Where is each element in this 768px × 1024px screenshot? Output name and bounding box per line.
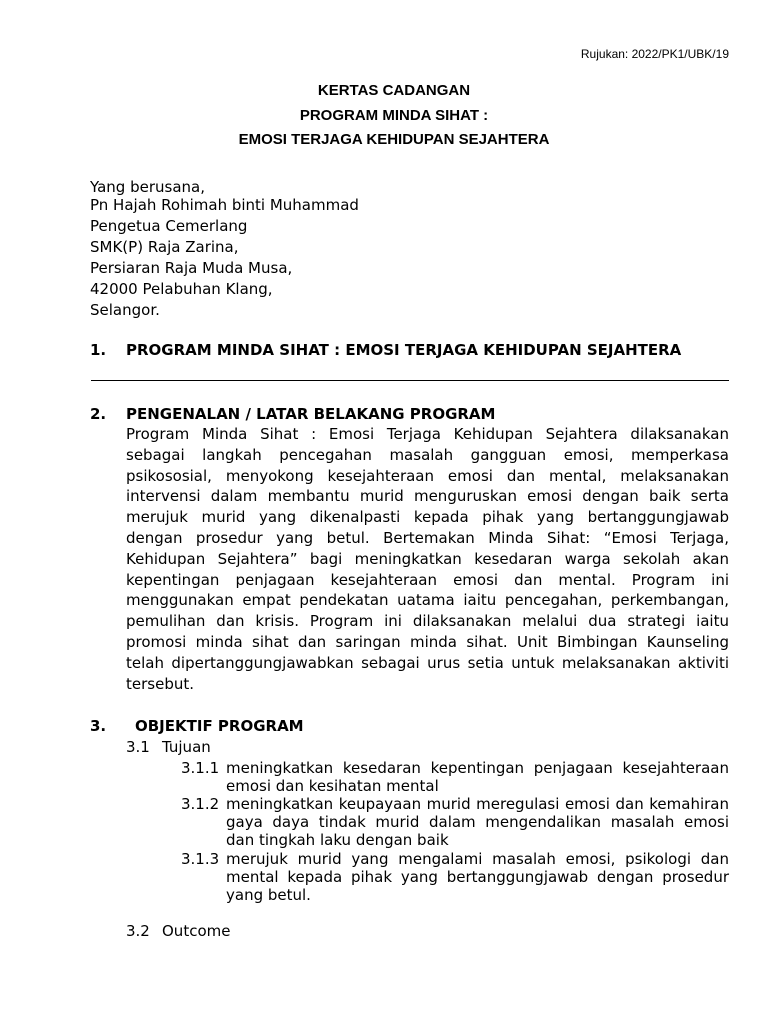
paragraph-line: dengan prosedur yang betul. Bertemakan Minda Sihat: “Emosi Terjaga, bbox=[126, 528, 729, 547]
item-line: meningkatkan kesedaran kepentingan penjagaan kesejahteraan bbox=[226, 759, 729, 777]
paragraph-line: Kehidupan Sejahtera” bagi meningkatkan kesedaran warga sekolah akan bbox=[126, 549, 729, 568]
paragraph-line: Program Minda Sihat : Emosi Terjaga Kehidupan Sejahtera dilaksanakan bbox=[126, 425, 729, 443]
address-line: 42000 Pelabuhan Klang, bbox=[90, 280, 273, 298]
paragraph-line: psikososial, menyokong kesejahteraan emosi dan mental, melaksanakan bbox=[126, 466, 729, 485]
paragraph-line: promosi minda sihat dan saringan minda sihat. Unit Bimbingan Kaunseling bbox=[126, 632, 729, 651]
salutation: Yang berusana, bbox=[90, 178, 205, 196]
section-1-heading: PROGRAM MINDA SIHAT : EMOSI TERJAGA KEHIDUPAN SEJAHTERA bbox=[126, 341, 682, 359]
item-3-1-1-number: 3.1.1 bbox=[181, 759, 220, 777]
section-2-paragraph bbox=[126, 424, 729, 694]
paragraph-line: intervensi dalam membantu murid menguruskan emosi dengan baik serta bbox=[126, 487, 729, 506]
document-title: KERTAS CADANGAN bbox=[317, 82, 471, 99]
paragraph-line: menggunakan empat pendekatan uatama iaitu pencegahan, perkembangan, bbox=[126, 591, 729, 610]
subsection-3-2-number: 3.2 bbox=[126, 922, 150, 940]
item-3-1-2-number: 3.1.2 bbox=[181, 795, 220, 813]
subsection-3-2-label: Outcome bbox=[162, 922, 231, 940]
item-3-1-3-text bbox=[226, 850, 729, 904]
item-3-1-3-number: 3.1.3 bbox=[181, 850, 220, 868]
horizontal-rule bbox=[91, 380, 729, 381]
reference-number: Rujukan: 2022/PK1/UBK/19 bbox=[580, 47, 729, 61]
item-line: dan tingkah laku dengan baik bbox=[226, 831, 449, 849]
program-title: PROGRAM MINDA SIHAT : bbox=[299, 107, 489, 124]
subsection-3-1-label: Tujuan bbox=[162, 738, 211, 756]
paragraph-line: merujuk murid yang dikenalpasti kepada pihak yang bertanggungjawab bbox=[126, 508, 729, 527]
item-3-1-2-text bbox=[226, 795, 729, 849]
item-line: yang betul. bbox=[226, 886, 311, 904]
section-3-number: 3. bbox=[90, 717, 107, 735]
paragraph-line: telah dipertanggungjawabkan sebagai urus setia untuk melaksanakan aktiviti bbox=[126, 653, 729, 672]
paragraph-line: sebagai langkah pencegahan masalah gangguan emosi, memperkasa bbox=[126, 445, 729, 464]
section-2-number: 2. bbox=[90, 405, 107, 423]
address-line: Pn Hajah Rohimah binti Muhammad bbox=[90, 196, 359, 214]
item-line: emosi dan kesihatan mental bbox=[226, 777, 439, 795]
section-2-heading: PENGENALAN / LATAR BELAKANG PROGRAM bbox=[126, 405, 496, 423]
section-1-number: 1. bbox=[90, 341, 107, 359]
section-3-heading: OBJEKTIF PROGRAM bbox=[135, 717, 304, 735]
program-subtitle: EMOSI TERJAGA KEHIDUPAN SEJAHTERA bbox=[238, 131, 550, 148]
address-line: SMK(P) Raja Zarina, bbox=[90, 238, 239, 256]
address-line: Persiaran Raja Muda Musa, bbox=[90, 259, 293, 277]
item-3-1-1-text bbox=[226, 759, 729, 795]
item-line: gaya daya tindak murid dalam mengendalikan masalah emosi bbox=[226, 813, 729, 831]
paragraph-line: tersebut. bbox=[126, 674, 194, 693]
address-line: Selangor. bbox=[90, 301, 160, 319]
paragraph-line: pemulihan dan krisis. Program ini dilaksanakan melalui dua strategi iaitu bbox=[126, 612, 729, 631]
item-line: merujuk murid yang mengalami masalah emosi, psikologi dan bbox=[226, 850, 729, 868]
subsection-3-1-number: 3.1 bbox=[126, 738, 150, 756]
paragraph-line: kepentingan penjagaan kesejahteraan emosi dan mental. Program ini bbox=[126, 570, 729, 589]
item-line: mental kepada pihak yang bertanggungjawab dengan prosedur bbox=[226, 868, 729, 886]
address-line: Pengetua Cemerlang bbox=[90, 217, 248, 235]
item-line: meningkatkan keupayaan murid meregulasi emosi dan kemahiran bbox=[226, 795, 729, 813]
